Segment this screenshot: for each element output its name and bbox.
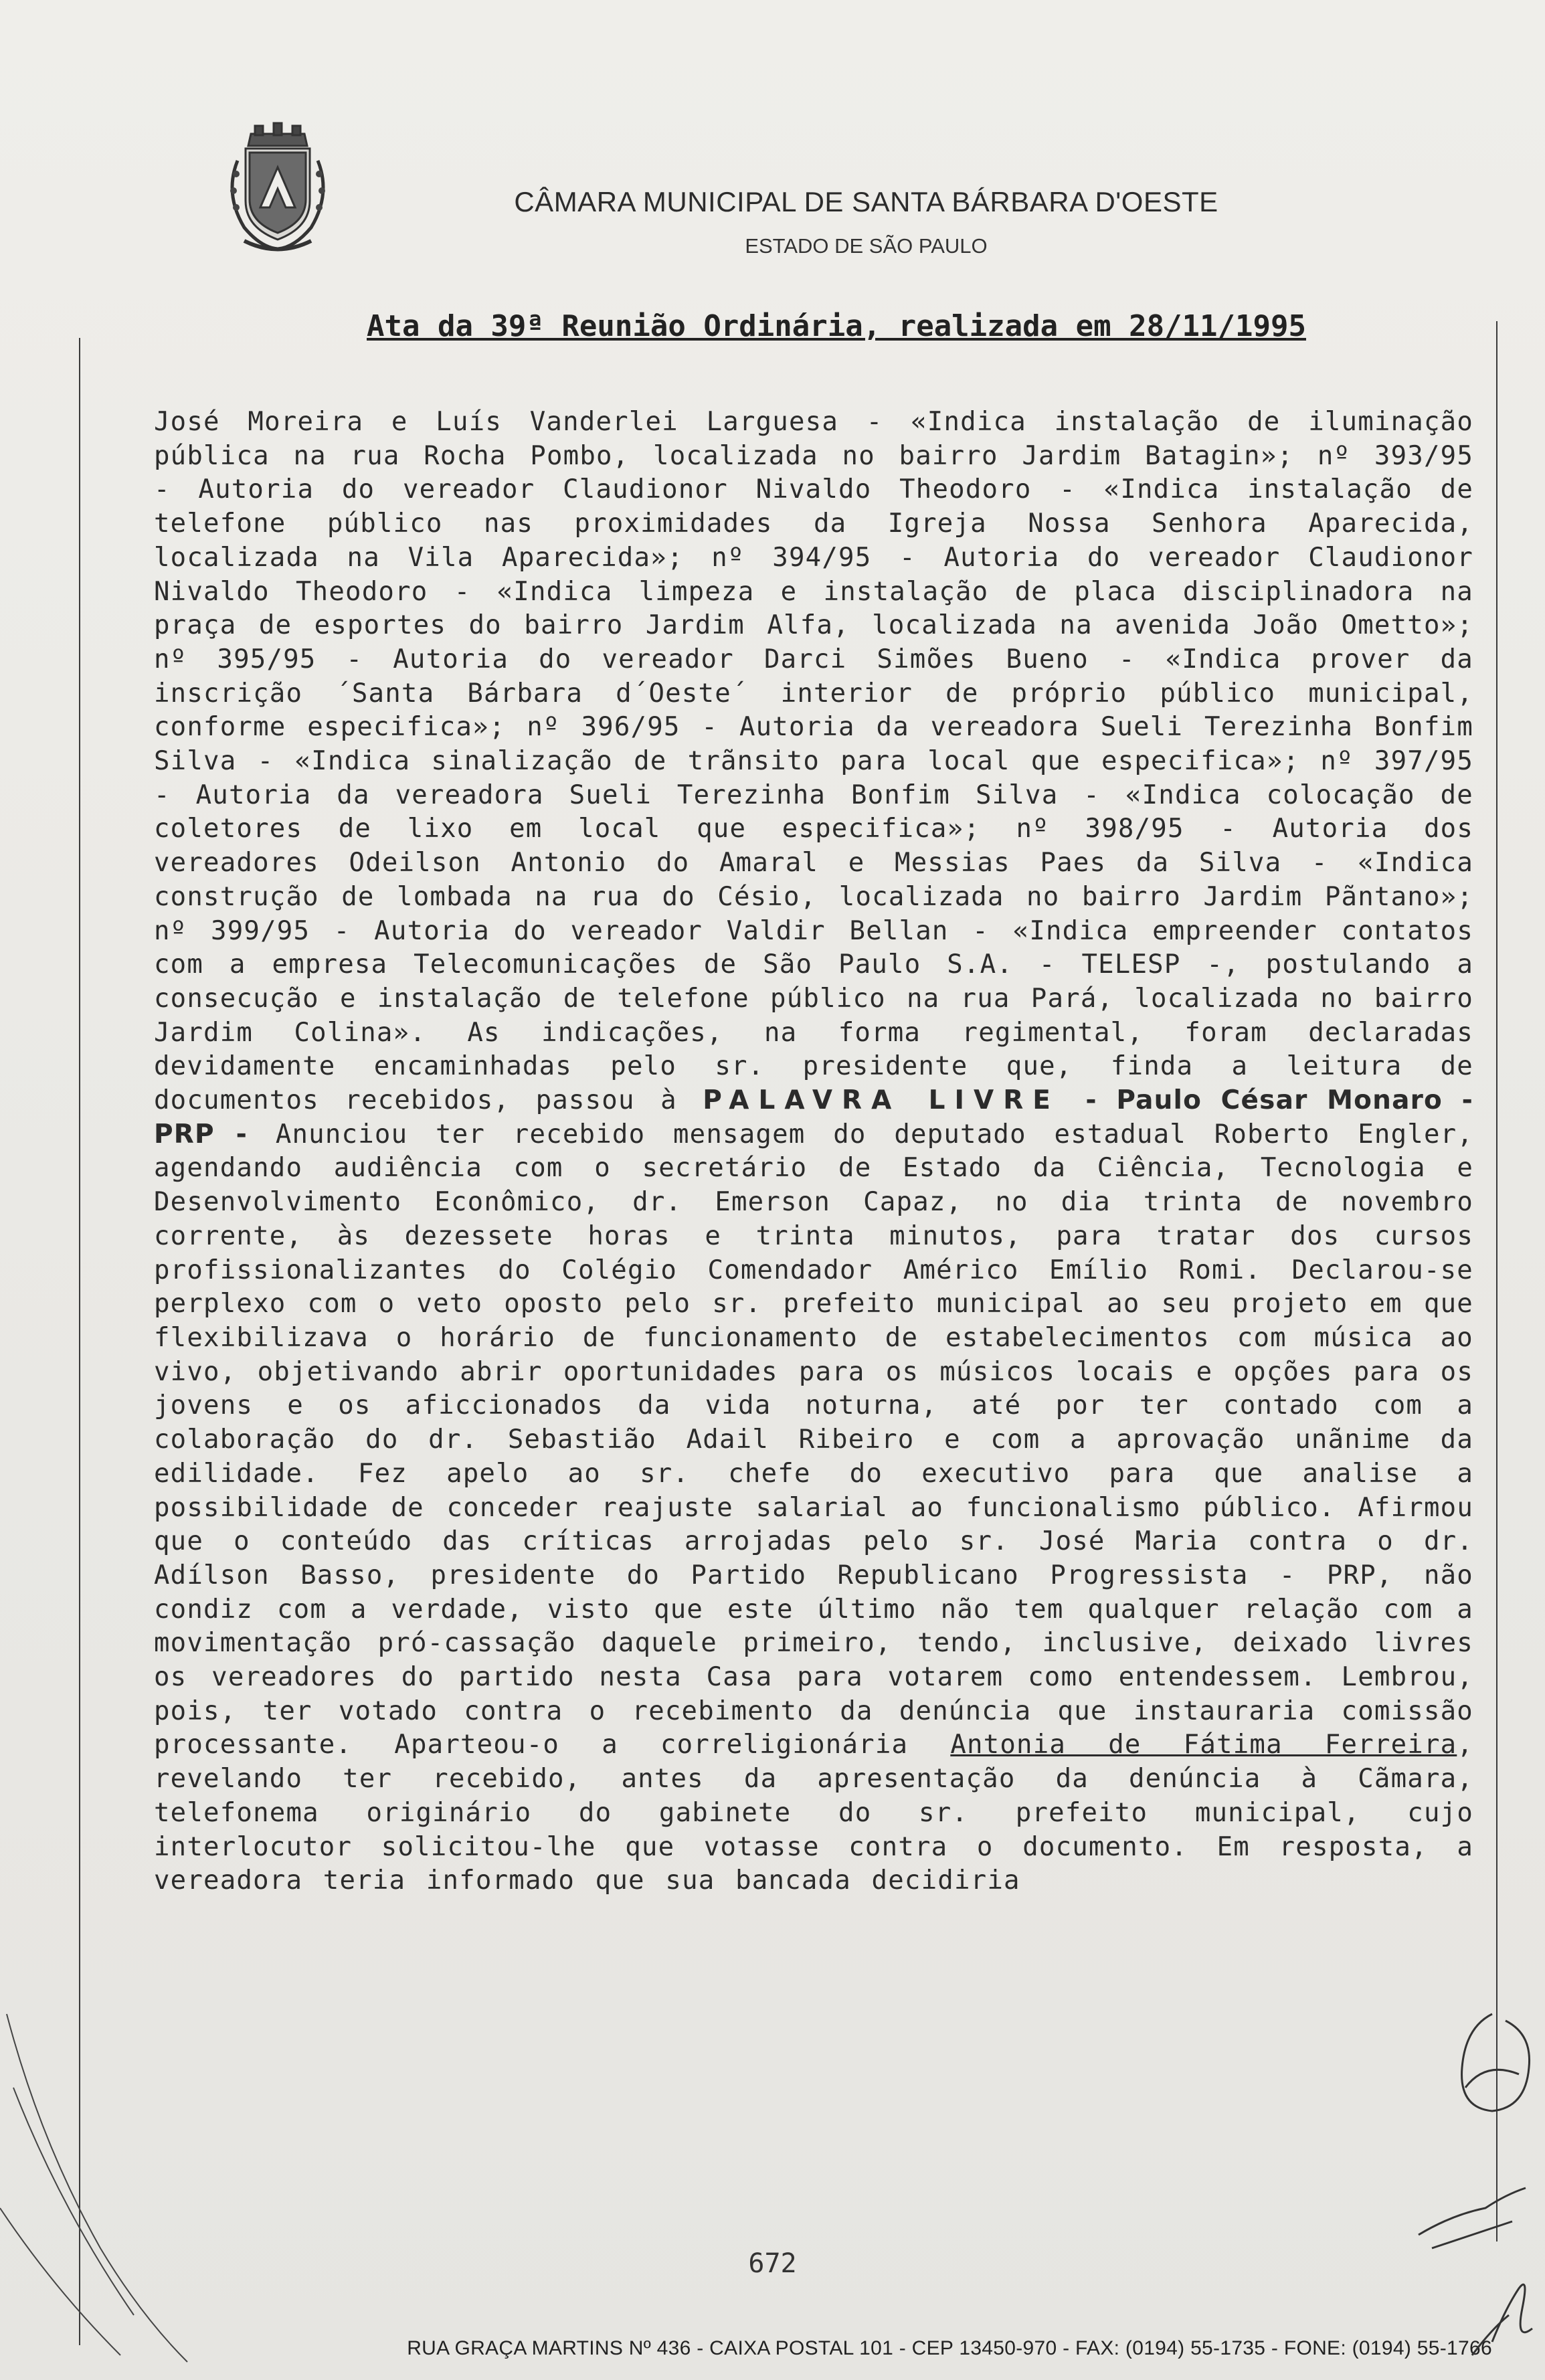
palavra-livre-heading: PALAVRA LIVRE [703, 1085, 1060, 1116]
body-text-part2: Anunciou ter recebido mensagem do deputado estadual Roberto Engler, agendando audiência com o secretário de Estado da Ciência, Tecnologia e Desenvolvimento Econômico, dr. Emerson Capaz, no dia trinta de novembro corrente, às dezessete horas e trinta minutos, para tratar dos cursos profissionalizantes do Colégio Comendador Américo Emílio Romi. Declarou-se perplexo com o veto oposto pelo sr. prefeito municipal ao seu projeto em que flexibilizava o horário de funcionamento de estabelecimentos com música ao vivo, objetivando abrir oportunidades para os músicos locais e opções para os jovens e os aficcionados da vida noturna, até por ter contado com a colaboração do dr. Sebastião Adail Ribeiro e com a aprovação unãnime da edilidade. Fez apelo ao sr. chefe do executivo para que analise a possibilidade de conceder reajuste salarial ao funcionalismo público. Afirmou que o conteúdo das críticas arrojadas pelo sr. José Maria contra o dr. Adílson Basso, presidente do Partido Republicano Progressista - PRP, não condiz com a verdade, visto que este último não tem qualquer relação com a movimentação pró-cassação daquele primeiro, tendo, inclusive, deixado livres os vereadores do partido nesta Casa para votarem como entendessem. Lembrou, pois, ter votado contra o recebimento da denúncia que instauraria comissão processante. Aparteou-o a correligionária [154, 1119, 1473, 1760]
institution-name: CÂMARA MUNICIPAL DE SANTA BÁRBARA D'OESTE [514, 186, 1218, 217]
rubric-signature [1392, 1994, 1539, 2369]
right-margin-line [1496, 321, 1497, 2241]
margin-stroke-marks [0, 2007, 201, 2369]
footer-address: RUA GRAÇA MARTINS Nº 436 - CAIXA POSTAL 101 - CEP 13450-970 - FAX: (0194) 55-1735 - FONE: (0194) 55-1766 [407, 2337, 1492, 2359]
body-text-part3: , revelando ter recebido, antes da apresentação da denúncia à Cãmara, telefonema originário do gabinete do sr. prefeito municipal, cujo interlocutor solicitou-lhe que votasse contra o documento. Em resposta, a vereadora teria informado que sua bancada decidiria [154, 1730, 1473, 1896]
document-title: Ata da 39ª Reunião Ordinária, realizada em 28/11/1995 [367, 309, 1306, 343]
body-text-part1: José Moreira e Luís Vanderlei Larguesa - «Indica instalação de iluminação pública na rua Rocha Pombo, localizada no bairro Jardim Batagin»; nº 393/95 - Autoria do vereador Claudionor Nivaldo Theodoro - «Indica instalação de telefone público nas proximidades da Igreja Nossa Senhora Aparecida, localizada na Vila Aparecida»; nº 394/95 - Autoria do vereador Claudionor Nivaldo Theodoro - «Indica limpeza e instalação de placa disciplinadora na praça de esportes do bairro Jardim Alfa, localizada na avenida João Ometto»; nº 395/95 - Autoria do vereador Darci Simões Bueno - «Indica prover da inscrição ´Santa Bárbara d´Oeste´ interior de próprio público municipal, conforme especifica»; nº 396/95 - Autoria da vereadora Sueli Terezinha Bonfim Silva - «Indica sinalização de trãnsito para local que especifica»; nº 397/95 - Autoria da vereadora Sueli Terezinha Bonfim Silva - «Indica colocação de coletores de lixo em local que especifica»; nº 398/95 - Autoria dos vereadores Odeilson Antonio do Amaral e Messias Paes da Silva - «Indica construção de lombada na rua do Césio, localizada no bairro Jardim Pãntano»; nº 399/95 - Autoria do vereador Valdir Bellan - «Indica empreender contatos com a empresa Telecomunicações de São Paulo S.A. - TELESP -, postulando a consecução e instalação de telefone público na rua Pará, localizada no bairro Jardim Colina». As indicações, na forma regimental, foram declaradas devidamente encaminhadas pelo sr. presidente que, finda a leitura de documentos recebidos, passou à [154, 407, 1473, 1116]
minutes-body [154, 405, 1473, 1898]
speaker-name: - Paulo César Monaro - PRP - [154, 1085, 1473, 1150]
aparte-name: Antonia de Fátima Ferreira [950, 1730, 1457, 1760]
minutes-paragraph [154, 405, 1473, 1898]
state-name: ESTADO DE SÃO PAULO [745, 234, 988, 258]
page-number: 672 [748, 2248, 797, 2279]
